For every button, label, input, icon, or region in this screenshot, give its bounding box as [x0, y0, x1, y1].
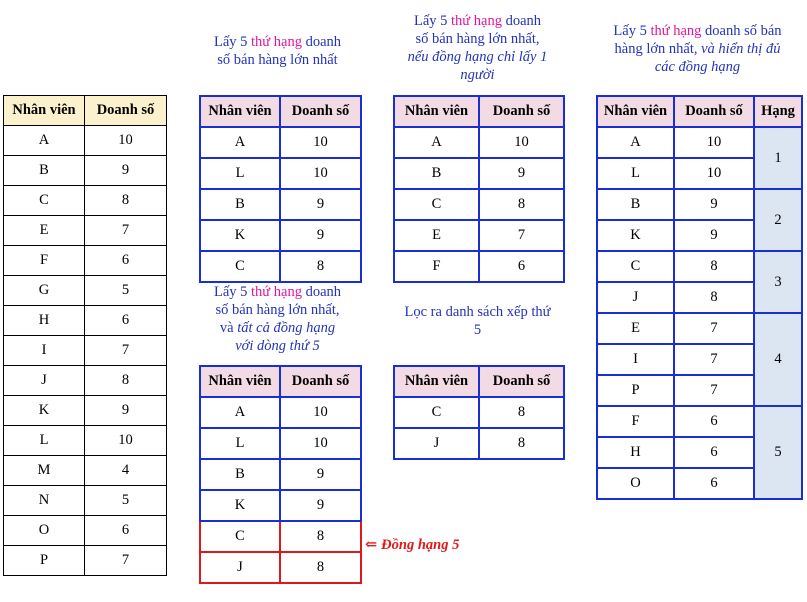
- tie-note: [365, 536, 459, 554]
- rank-cell: 1: [754, 127, 802, 189]
- table-row: [394, 397, 564, 428]
- caption-top5-one-per-rank: Lấy 5 thứ hạng doanh số bán hàng lớn nhất, nếu đồng hạng chỉ lấy 1 người: [407, 13, 548, 83]
- employee-cell: B: [394, 158, 479, 189]
- table-row: [4, 156, 167, 186]
- employee-cell: A: [597, 127, 674, 158]
- sales-cell: 7: [674, 375, 754, 406]
- employee-cell: E: [4, 216, 85, 246]
- header-employee: Nhân viên: [394, 96, 479, 127]
- sales-cell: 7: [479, 220, 564, 251]
- sales-cell: 6: [479, 251, 564, 282]
- employee-cell: K: [597, 220, 674, 251]
- sales-cell: 4: [85, 456, 167, 486]
- table-row: [200, 552, 361, 583]
- sales-cell: 9: [85, 156, 167, 186]
- sales-cell: 8: [280, 521, 361, 552]
- table-row: [4, 426, 167, 456]
- sales-cell: 8: [674, 282, 754, 313]
- sales-cell: 6: [85, 306, 167, 336]
- employee-cell: P: [4, 546, 85, 576]
- sales-cell: 9: [85, 396, 167, 426]
- sales-cell: 9: [479, 158, 564, 189]
- header-sales: Doanh số: [280, 96, 361, 127]
- table-row: [597, 251, 802, 282]
- table-row: [200, 189, 361, 220]
- table-row: [4, 486, 167, 516]
- rank-cell: 2: [754, 189, 802, 251]
- sales-cell: 7: [85, 546, 167, 576]
- header-rank: Hạng: [754, 96, 802, 127]
- table-row: [394, 220, 564, 251]
- employee-cell: J: [200, 552, 280, 583]
- table-row: [394, 189, 564, 220]
- sales-cell: 7: [674, 344, 754, 375]
- table-row: [597, 313, 802, 344]
- table-row: [4, 456, 167, 486]
- table-row: [4, 396, 167, 426]
- employee-cell: F: [597, 406, 674, 437]
- table-row: [394, 127, 564, 158]
- sales-cell: 10: [280, 397, 361, 428]
- table-row: [597, 127, 802, 158]
- employee-cell: B: [597, 189, 674, 220]
- sales-cell: 8: [674, 251, 754, 282]
- table-row: [4, 126, 167, 156]
- ranked-table: [596, 95, 803, 500]
- employee-cell: H: [597, 437, 674, 468]
- table-row: [4, 306, 167, 336]
- table-row: [4, 186, 167, 216]
- sales-cell: 10: [674, 127, 754, 158]
- caption-top5-all-ties: Lấy 5 thứ hạng doanh số bán hàng lớn nhất, và hiển thị đủ các đồng hạng: [613, 23, 782, 75]
- employee-cell: B: [200, 459, 280, 490]
- table-row: [4, 216, 167, 246]
- employee-cell: J: [4, 366, 85, 396]
- employee-cell: B: [200, 189, 280, 220]
- employee-cell: A: [200, 127, 280, 158]
- table-row: [597, 189, 802, 220]
- employee-cell: B: [4, 156, 85, 186]
- employee-cell: K: [200, 490, 280, 521]
- table-row: [200, 459, 361, 490]
- top5-table: [199, 95, 362, 283]
- table-row: [597, 406, 802, 437]
- employee-cell: C: [4, 186, 85, 216]
- header-employee: Nhân viên: [200, 96, 280, 127]
- employee-cell: J: [394, 428, 479, 459]
- sales-cell: 6: [674, 468, 754, 499]
- employee-cell: A: [200, 397, 280, 428]
- table-row: [200, 428, 361, 459]
- sales-cell: 8: [479, 397, 564, 428]
- employee-cell: O: [4, 516, 85, 546]
- table-row: [200, 490, 361, 521]
- tie-note-text: Đồng hạng 5: [381, 537, 460, 553]
- sales-cell: 7: [674, 313, 754, 344]
- caption-rank5: Lọc ra danh sách xếp thứ 5: [404, 304, 551, 338]
- rank-cell: 3: [754, 251, 802, 313]
- employee-cell: F: [4, 246, 85, 276]
- employee-cell: I: [597, 344, 674, 375]
- employee-cell: C: [200, 521, 280, 552]
- employee-cell: L: [200, 158, 280, 189]
- table-row: [4, 336, 167, 366]
- table-row: [4, 516, 167, 546]
- header-sales: Doanh số: [479, 96, 564, 127]
- employee-cell: K: [4, 396, 85, 426]
- employee-cell: C: [394, 189, 479, 220]
- table-row: [4, 246, 167, 276]
- caption-top5-with-ties: Lấy 5 thứ hạng doanh số bán hàng lớn nhất, và tất cả đồng hạng với dòng thứ 5: [213, 284, 342, 354]
- sales-cell: 6: [674, 406, 754, 437]
- sales-cell: 10: [280, 428, 361, 459]
- sales-cell: 8: [479, 428, 564, 459]
- employee-cell: L: [4, 426, 85, 456]
- sales-cell: 7: [85, 216, 167, 246]
- sales-cell: 9: [280, 490, 361, 521]
- sales-cell: 9: [280, 189, 361, 220]
- sales-cell: 9: [280, 220, 361, 251]
- table-row: [394, 158, 564, 189]
- employee-cell: K: [200, 220, 280, 251]
- table-row: [200, 397, 361, 428]
- table-row: [394, 428, 564, 459]
- header-employee: Nhân viên: [394, 366, 479, 397]
- employee-cell: H: [4, 306, 85, 336]
- employee-cell: M: [4, 456, 85, 486]
- header-sales: Doanh số: [280, 366, 361, 397]
- table-row: [394, 251, 564, 282]
- table-row: [200, 127, 361, 158]
- header-employee: Nhân viên: [200, 366, 280, 397]
- sales-cell: 9: [674, 189, 754, 220]
- sales-cell: 7: [85, 336, 167, 366]
- employee-cell: C: [597, 251, 674, 282]
- employee-cell: C: [394, 397, 479, 428]
- employee-cell: N: [4, 486, 85, 516]
- sales-cell: 6: [85, 516, 167, 546]
- header-sales: Doanh số: [85, 96, 167, 126]
- header-employee: Nhân viên: [597, 96, 674, 127]
- sales-cell: 8: [479, 189, 564, 220]
- sales-cell: 5: [85, 486, 167, 516]
- employee-cell: G: [4, 276, 85, 306]
- sales-cell: 8: [85, 366, 167, 396]
- employee-cell: I: [4, 336, 85, 366]
- rank-cell: 4: [754, 313, 802, 406]
- top5-one-table: [393, 95, 565, 283]
- sales-cell: 8: [280, 251, 361, 282]
- header-employee: Nhân viên: [4, 96, 85, 126]
- employee-cell: J: [597, 282, 674, 313]
- sales-cell: 9: [280, 459, 361, 490]
- sales-cell: 6: [85, 246, 167, 276]
- employee-cell: L: [597, 158, 674, 189]
- employee-cell: F: [394, 251, 479, 282]
- table-row: [4, 276, 167, 306]
- table-row: [200, 521, 361, 552]
- employee-cell: A: [394, 127, 479, 158]
- sales-cell: 9: [674, 220, 754, 251]
- employee-cell: E: [597, 313, 674, 344]
- top5-tie-table: [199, 365, 362, 584]
- arrow-left-icon: ⇐: [365, 537, 378, 553]
- sales-cell: 10: [280, 158, 361, 189]
- rank-cell: 5: [754, 406, 802, 499]
- header-sales: Doanh số: [674, 96, 754, 127]
- sales-cell: 5: [85, 276, 167, 306]
- sales-cell: 8: [85, 186, 167, 216]
- sales-cell: 8: [280, 552, 361, 583]
- source-table: [3, 95, 167, 576]
- sales-cell: 10: [85, 426, 167, 456]
- employee-cell: E: [394, 220, 479, 251]
- sales-cell: 10: [479, 127, 564, 158]
- sales-cell: 6: [674, 437, 754, 468]
- employee-cell: A: [4, 126, 85, 156]
- table-row: [200, 251, 361, 282]
- sales-cell: 10: [674, 158, 754, 189]
- table-row: [4, 366, 167, 396]
- employee-cell: P: [597, 375, 674, 406]
- header-sales: Doanh số: [479, 366, 564, 397]
- table-row: [200, 220, 361, 251]
- table-row: [200, 158, 361, 189]
- employee-cell: C: [200, 251, 280, 282]
- table-row: [4, 546, 167, 576]
- rank5-table: [393, 365, 565, 460]
- sales-cell: 10: [280, 127, 361, 158]
- employee-cell: O: [597, 468, 674, 499]
- sales-cell: 10: [85, 126, 167, 156]
- caption-top5: Lấy 5 thứ hạng doanh số bán hàng lớn nhất: [213, 34, 342, 68]
- employee-cell: L: [200, 428, 280, 459]
